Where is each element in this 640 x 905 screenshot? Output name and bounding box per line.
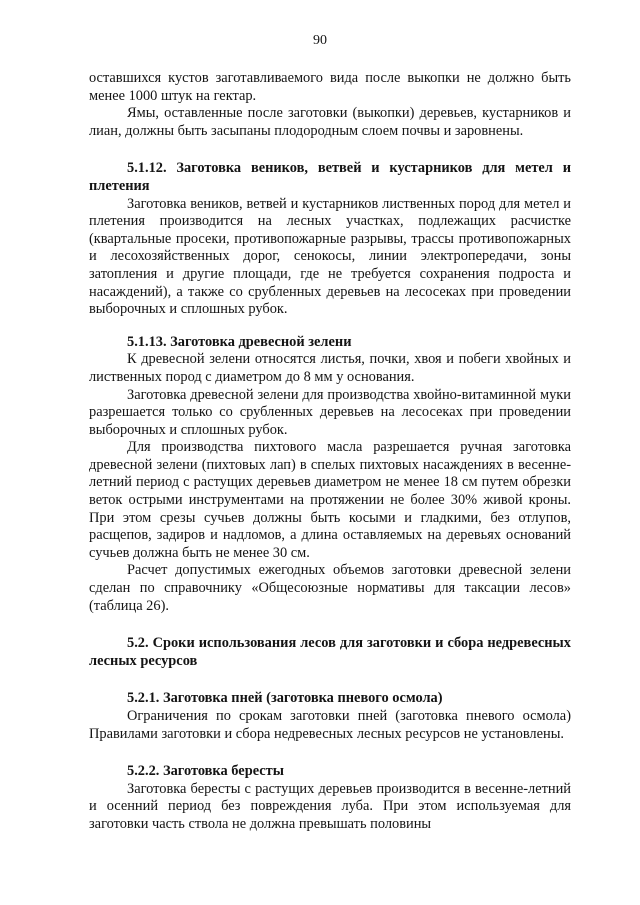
paragraph: Расчет допустимых ежегодных объемов заготовки древесной зелени сделан по справочнику «Общесоюзные нормативы для таксации лесов» (таблица 26).: [89, 562, 571, 614]
section-heading-5-2-1: 5.2.1. Заготовка пней (заготовка пневого осмола): [127, 690, 443, 707]
paragraph: К древесной зелени относятся листья, почки, хвоя и побеги хвойных и лиственных пород с диаметром до 8 мм у основания.: [89, 351, 571, 385]
spacer: [89, 670, 571, 690]
page-body: [89, 70, 571, 834]
paragraph: Ограничения по срокам заготовки пней (заготовка пневого осмола) Правилами заготовки и сбора недревесных лесных ресурсов не установлены.: [89, 708, 571, 742]
spacer: [89, 615, 571, 635]
page-number: 90: [313, 33, 327, 48]
spacer: [89, 319, 571, 334]
section-heading-5-1-12: 5.1.12. Заготовка веников, ветвей и кустарников для метел и плетения: [89, 160, 571, 194]
spacer: [89, 743, 571, 763]
section-heading-5-2: 5.2. Сроки использования лесов для заготовки и сбора недревесных лесных ресурсов: [89, 635, 571, 669]
section-heading-5-2-2: 5.2.2. Заготовка бересты: [127, 763, 284, 780]
paragraph: Заготовка веников, ветвей и кустарников лиственных пород для метел и плетения производится на лесных участках, подлежащих расчистке (квартальные просеки, противопожарные разрывы, трассы противопожарных и лесохозяйственных дорог, сенокосы, линии электропередачи, зоны затопления и другие площади, где не требуется сохранения подроста и насаждений), а также со срубленных деревьев на лесосеках при проведении выборочных и сплошных рубок.: [89, 195, 571, 318]
paragraph: Ямы, оставленные после заготовки (выкопки) деревьев, кустарников и лиан, должны быть засыпаны плодородным слоем почвы и заровнены.: [89, 105, 571, 139]
spacer: [89, 140, 571, 160]
paragraph: Для производства пихтового масла разрешается ручная заготовка древесной зелени (пихтовых лап) в спелых пихтовых насаждениях в весенне-летний период с растущих деревьев диаметром не менее 18 см путем обрезки веток острыми инструментами на протяжении не более 30% живой кроны. При этом срезы сучьев должны быть косыми и гладкими, без отлупов, расщепов, задиров и надломов, а длина оставляемых на деревьях оснований сучьев должна быть не менее 30 см.: [89, 439, 571, 561]
paragraph: оставшихся кустов заготавливаемого вида после выкопки не должно быть менее 1000 штук на гектар.: [89, 70, 571, 104]
paragraph: Заготовка древесной зелени для производства хвойно-витаминной муки разрешается только со срубленных деревьев на лесосеках при проведении выборочных и сплошных рубок.: [89, 386, 571, 438]
section-heading-5-1-13: 5.1.13. Заготовка древесной зелени: [127, 333, 352, 350]
paragraph: Заготовка бересты с растущих деревьев производится в весенне-летний и осенний период без повреждения луба. При этом используемая для заготовки часть ствола не должна превышать половины: [89, 780, 571, 832]
